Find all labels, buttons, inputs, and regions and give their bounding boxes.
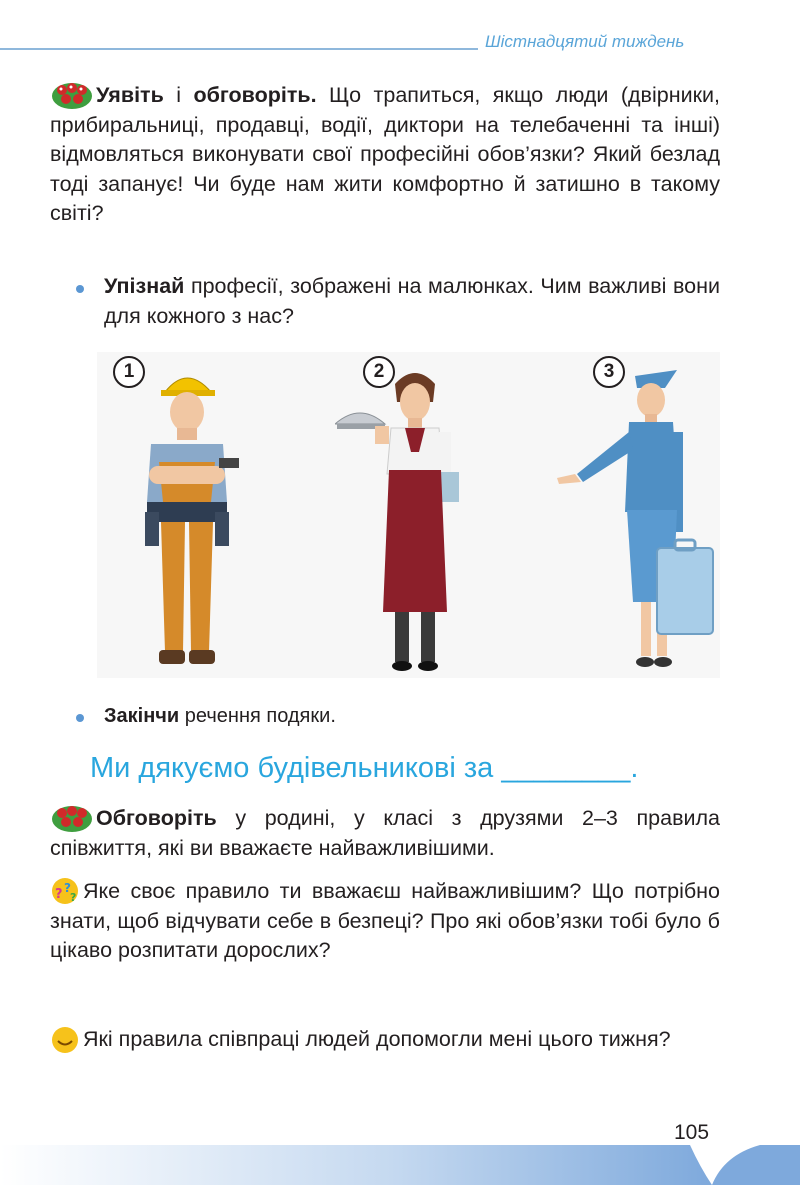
waitress-figure <box>335 362 485 677</box>
figure-number-1: 1 <box>113 356 145 388</box>
section1-mid: і <box>163 83 194 107</box>
stewardess-figure <box>537 362 717 677</box>
section2-text: у родині, у класі з друзями 2–3 правила співжиття, які ви вважаєте найважливішими. <box>50 806 720 860</box>
section3-paragraph: Яке своє правило ти вважаєш найважливішим? Що потрібно знати, щоб відчувати себе в безпеці? Про які обов’язки тобі було б цікаво розпитати дорослих? <box>50 879 720 962</box>
thanks-sentence: Ми дякуємо будівельникові за ________. <box>90 752 639 784</box>
section4-paragraph: Які правила співпраці людей допомогли мені цього тижня? <box>83 1027 671 1051</box>
figure-number-3: 3 <box>593 356 625 388</box>
professions-illustration <box>97 352 720 678</box>
bullet1-bold: Упізнай <box>104 274 185 298</box>
bullet-dot <box>76 714 84 722</box>
header-title: Шістнадцятий тиждень <box>485 32 685 51</box>
bullet2-bold: Закінчи <box>104 705 180 727</box>
bullet2-rest: речення подяки. <box>179 705 336 727</box>
section1-text: Що трапиться, якщо люди (двірники, прибиральниці, продавці, водії, диктори на телебаченні та інші) відмовляться виконувати свої професійні обов’язки? Який безлад тоді запанує! Чи буде нам жити комфортно й затишно в такому світі? <box>50 83 720 225</box>
svg-text:?: ? <box>70 891 77 904</box>
builder-figure <box>127 362 247 677</box>
svg-text:?: ? <box>55 887 63 902</box>
figure-number-2: 2 <box>363 356 395 388</box>
svg-text:?: ? <box>64 881 71 895</box>
section2-paragraph <box>50 804 720 863</box>
bullet2-text <box>104 702 720 732</box>
section1-bold1: Уявіть <box>96 83 164 107</box>
page-number: 105 <box>674 1121 710 1144</box>
footer-band <box>0 1145 800 1185</box>
bullet1-rest: професії, зображені на малюнках. Чим важливі вони для кожного з нас? <box>104 274 720 328</box>
bullet-dot <box>76 285 84 293</box>
header-rule <box>0 48 478 50</box>
section1-bold2: обговоріть. <box>193 83 317 107</box>
bullet1-text <box>104 272 720 331</box>
section2-bold: Обговоріть <box>96 806 217 830</box>
section1-paragraph <box>50 81 720 229</box>
